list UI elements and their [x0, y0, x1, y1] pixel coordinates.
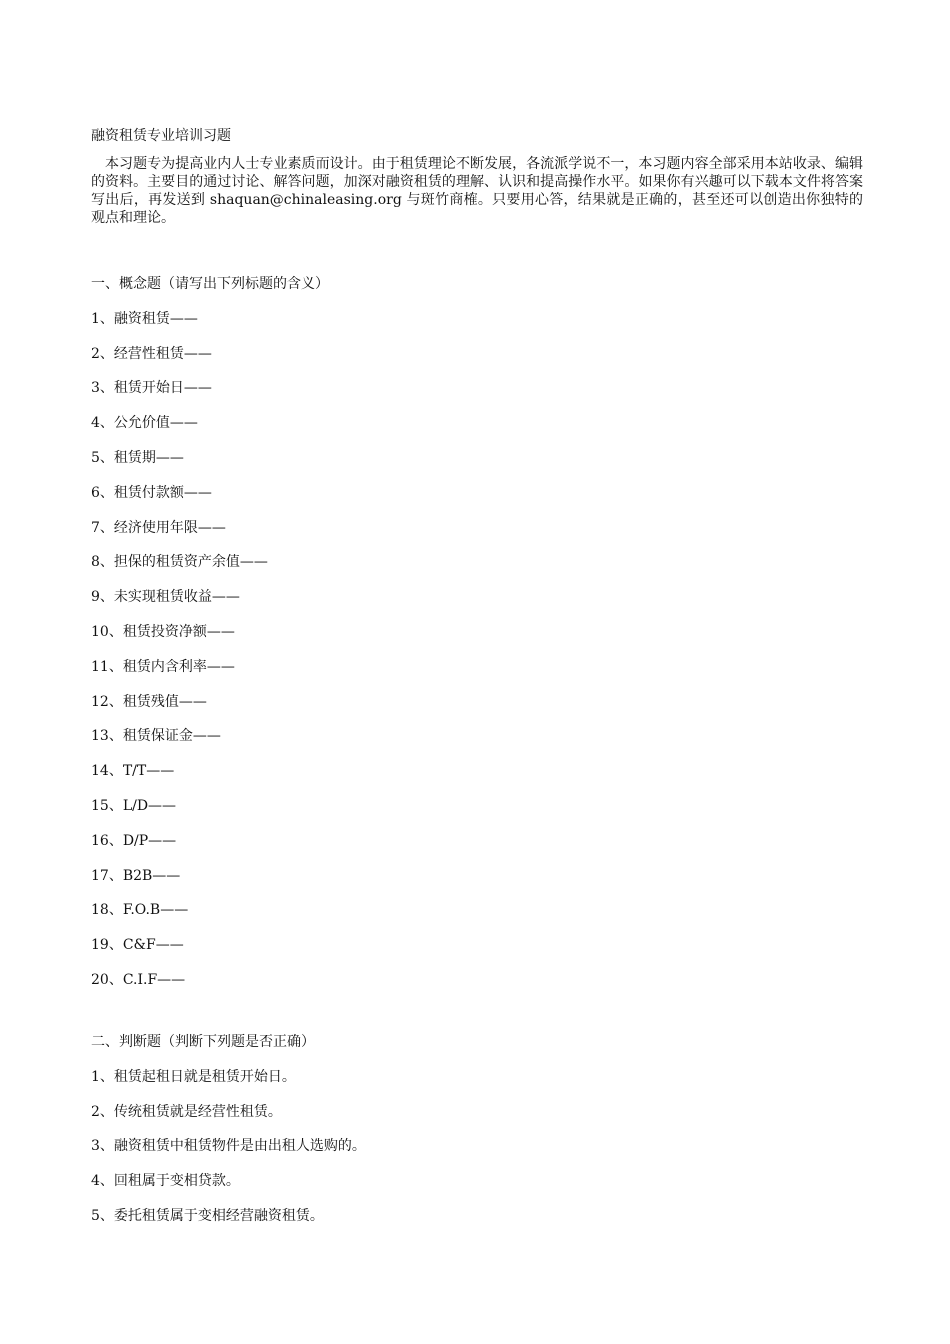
question-item: 3、融资租赁中租赁物件是由出租人选购的。 — [91, 1138, 366, 1155]
question-item: 10、租赁投资净额—— — [91, 623, 235, 640]
question-item: 8、担保的租赁资产余值—— — [91, 554, 268, 571]
question-item: 11、租赁内含利率—— — [91, 658, 235, 675]
concept-question-list — [91, 310, 863, 989]
question-item: 5、租赁期—— — [91, 449, 184, 466]
question-item: 14、T/T—— — [91, 763, 175, 780]
question-item: 18、F.O.B—— — [91, 902, 189, 919]
question-item: 6、租赁付款额—— — [91, 484, 212, 501]
question-item: 13、租赁保证金—— — [91, 728, 221, 745]
question-item: 19、C&F—— — [91, 937, 184, 954]
question-item: 5、委托租赁属于变相经营融资租赁。 — [91, 1207, 324, 1224]
section-heading-concepts: 一、概念题（请写出下列标题的含义） — [91, 276, 329, 292]
section-heading-judgement: 二、判断题（判断下列题是否正确） — [91, 1033, 315, 1050]
question-item: 12、租赁残值—— — [91, 693, 207, 710]
question-item: 2、经营性租赁—— — [91, 345, 212, 362]
question-item: 4、公允价值—— — [91, 415, 198, 432]
document-title: 融资租赁专业培训习题 — [91, 128, 231, 144]
question-item: 9、未实现租赁收益—— — [91, 589, 240, 606]
question-item: 20、C.I.F—— — [91, 971, 186, 988]
true-false-section — [91, 1033, 863, 1225]
question-item: 1、租赁起租日就是租赁开始日。 — [91, 1068, 296, 1085]
question-item: 3、租赁开始日—— — [91, 380, 212, 397]
question-item: 15、L/D—— — [91, 797, 177, 814]
question-item: 17、B2B—— — [91, 867, 181, 884]
question-item: 7、经济使用年限—— — [91, 519, 226, 536]
question-item: 2、传统租赁就是经营性租赁。 — [91, 1103, 282, 1120]
document-page — [91, 127, 863, 1225]
concept-questions-section — [91, 275, 863, 989]
question-item: 1、融资租赁—— — [91, 310, 198, 327]
intro-paragraph: 本习题专为提高业内人士专业素质而设计。由于租赁理论不断发展，各流派学说不一，本习题内容全部采用本站收录、编辑的资料。主要目的通过讨论、解答问题，加深对融资租赁的理解、认识和提高操作水平。如果你有兴趣可以下载本文件将答案写出后，再发送到 shaquan@chinaleasing.org 与斑竹商榷。只要用心答，结果就是正确的，甚至还可以创造出你独特的观点和理论。 — [91, 156, 863, 226]
judgement-question-list — [91, 1068, 863, 1225]
question-item: 4、回租属于变相贷款。 — [91, 1173, 240, 1190]
question-item: 16、D/P—— — [91, 832, 177, 849]
